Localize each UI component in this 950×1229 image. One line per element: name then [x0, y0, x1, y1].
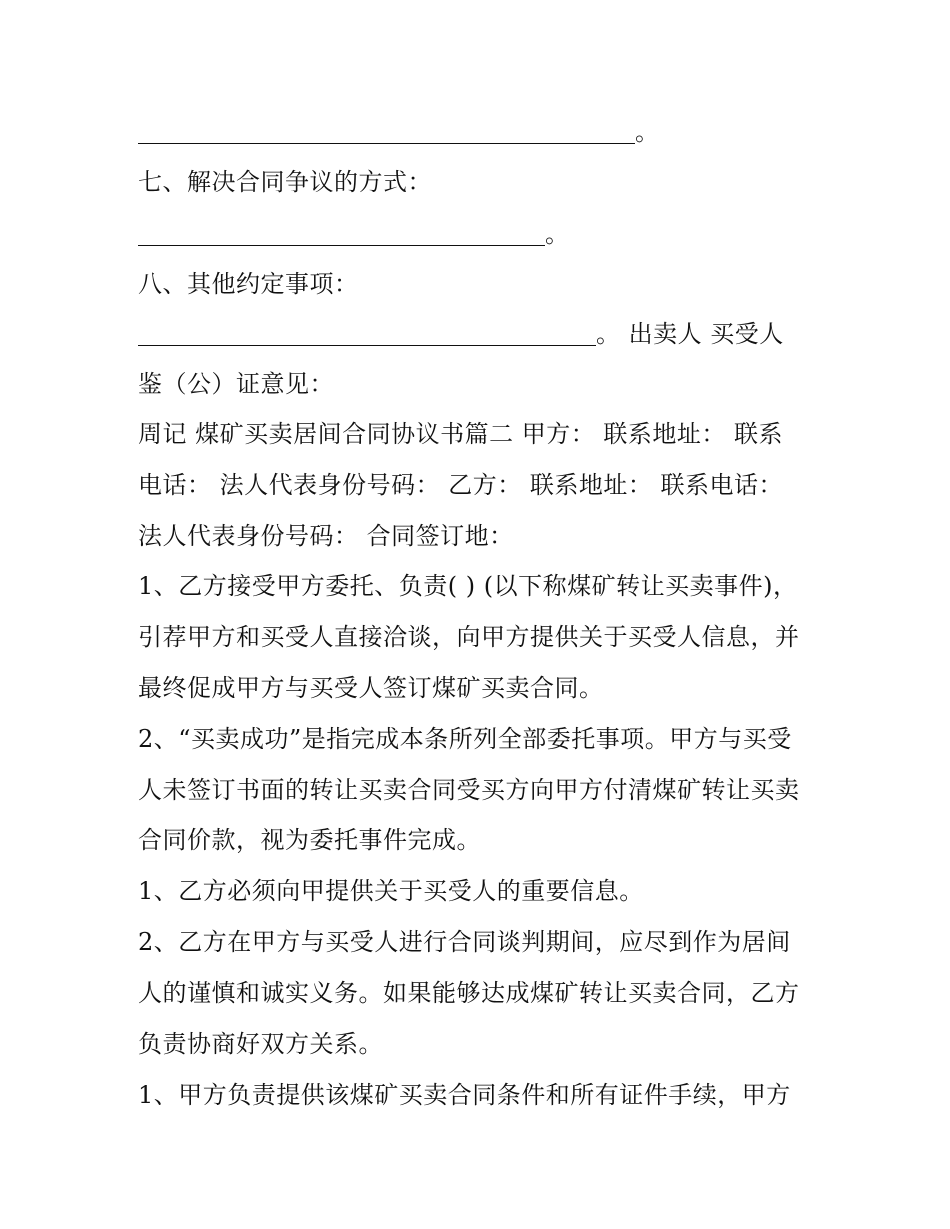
paragraph-line: 法人代表身份号码： 合同签订地： — [138, 522, 514, 550]
fill-in-blank[interactable] — [138, 223, 545, 246]
paragraph-line: 合同价款，视为委托事件完成。 — [138, 826, 481, 854]
paragraph-line: 1、乙方必须向甲提供关于买受人的重要信息。 — [138, 877, 644, 905]
paragraph-line: 人的谨慎和诚实义务。如果能够达成煤矿转让买卖合同，乙方 — [138, 979, 800, 1007]
fill-in-blank[interactable] — [138, 323, 596, 346]
blank-line-suffix: 。 — [545, 220, 570, 248]
paragraph-line: 2、“买卖成功”是指完成本条所列全部委托事项。甲方与买受 — [138, 725, 792, 753]
fill-in-blank[interactable] — [138, 121, 635, 144]
blank-line-suffix: 。 出卖人 买受人 — [596, 320, 784, 348]
paragraph-line: 电话： 法人代表身份号码： 乙方： 联系地址： 联系电话： — [138, 471, 784, 499]
blank-line-3 — [138, 314, 838, 354]
notarization-opinion: 鉴（公）证意见： — [138, 370, 334, 398]
paragraph-line: 2、乙方在甲方与买受人进行合同谈判期间，应尽到作为居间 — [138, 928, 791, 956]
blank-line-2 — [138, 214, 838, 254]
blank-line-suffix: 。 — [635, 118, 660, 146]
section-heading-other-terms: 八、其他约定事项： — [138, 270, 359, 298]
blank-line-1 — [138, 112, 838, 152]
paragraph-line: 1、甲方负责提供该煤矿买卖合同条件和所有证件手续，甲方 — [138, 1081, 791, 1109]
paragraph-line: 周记 煤矿买卖居间合同协议书篇二 甲方： 联系地址： 联系 — [138, 420, 784, 448]
paragraph-line: 最终促成甲方与买受人签订煤矿买卖合同。 — [138, 674, 604, 702]
paragraph-line: 1、乙方接受甲方委托、负责( ) (以下称煤矿转让买卖事件)， — [138, 572, 798, 600]
paragraph-line: 人未签订书面的转让买卖合同受买方向甲方付清煤矿转让买卖 — [138, 776, 800, 804]
section-heading-dispute-resolution: 七、解决合同争议的方式： — [138, 168, 432, 196]
paragraph-line: 负责协商好双方关系。 — [138, 1030, 383, 1058]
paragraph-line: 引荐甲方和买受人直接洽谈，向甲方提供关于买受人信息，并 — [138, 623, 800, 651]
